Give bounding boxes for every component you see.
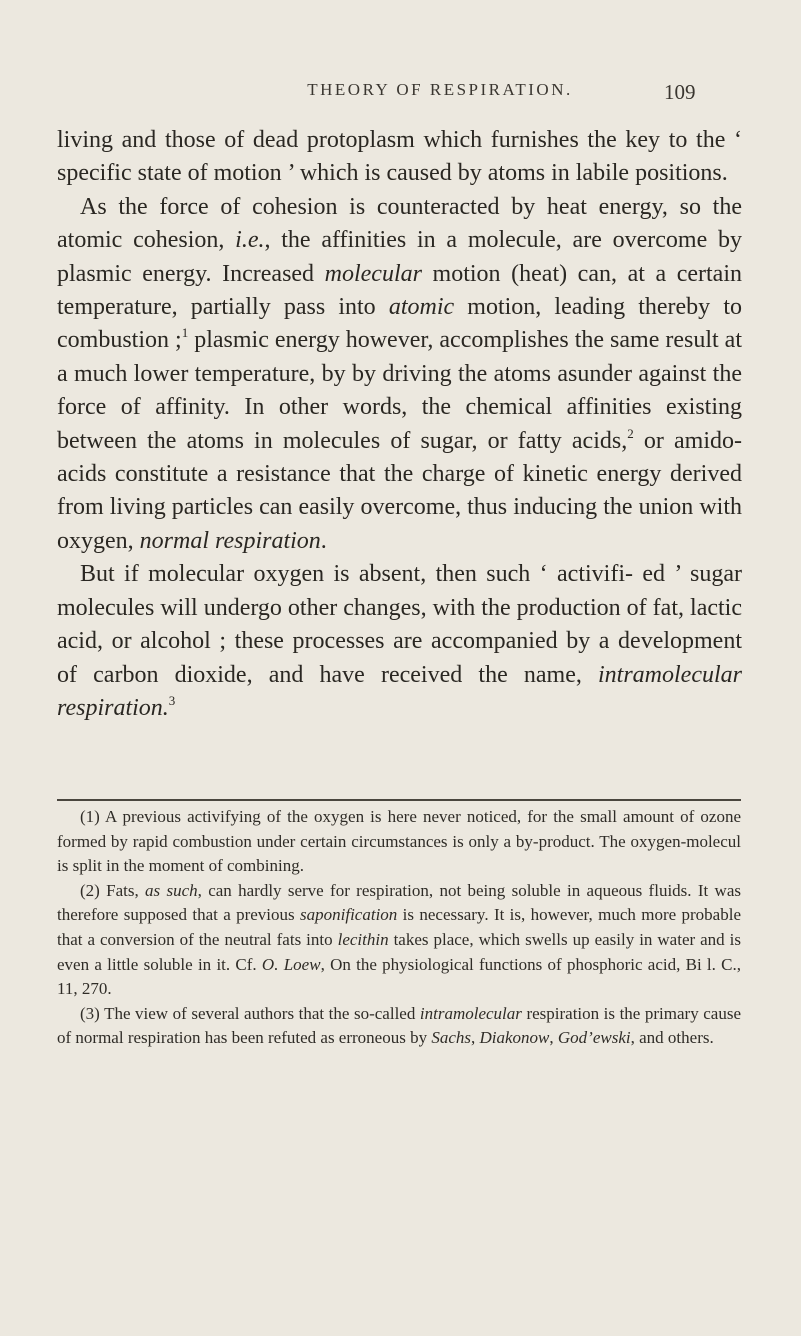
text-run: motion, leading thereby to combustion ; [57,294,742,354]
text-run: is necessary. It is, however, much more probable that a conversion of the neutral fats into [57,905,741,949]
footnote-2 [57,879,741,1002]
footnote-3 [57,1002,741,1051]
paragraph-1-text: living and those of dead protoplasm which furnishes the key to the ‘ specific state of motion ’ which is caused by atoms in labile positions. [57,127,742,187]
footnote-ref-2[interactable]: 2 [627,425,634,441]
text-run: motion (heat) can, at a certain temperature, partially pass into [57,260,743,321]
paragraph-3 [57,558,742,725]
italic-run: i.e. [235,227,265,254]
paragraph-2 [57,191,742,558]
italic-run: Diakonow [479,1028,550,1048]
italic-run: intramolecular [419,1003,522,1023]
text-run: , the affinities in a molecule, are overcome by plasmic energy. Increased [57,227,742,287]
running-head [0,80,801,110]
main-text [57,124,742,725]
footnotes [57,805,741,1051]
italic-run: O. Loew [261,954,321,974]
text-run: (3) The view of several authors that the so-called [80,1003,420,1023]
text-run: (2) Fats, [80,880,146,900]
footnote-ref-3[interactable]: 3 [168,692,176,708]
running-title: THEORY OF RESPIRATION. [307,80,573,99]
text-run: . [320,527,327,554]
text-run: As the force of cohesion is counteracted by heat energy, so the atomic cohesion, [57,193,742,254]
text-run: , and others. [630,1028,714,1048]
text-run: , On the physiological functions of phosphoric acid, Bi l. C., 11, 270. [57,954,742,999]
footnote-ref-1[interactable]: 1 [181,325,189,341]
paragraph-1 [57,124,742,191]
italic-run: lecithin [337,929,389,949]
italic-run: God’ewski [557,1028,631,1048]
italic-run: normal respiration [139,527,321,554]
text-run: But if molecular oxygen is absent, then such ‘ activifi- ed ’ sugar molecules will undergo other changes, with the production of fat, lactic acid, or alcohol ; these processes are accompanied by a development of carbon dioxide, and have received the name, [57,561,742,688]
footnote-divider [57,799,741,801]
italic-run: atomic [388,294,455,321]
text-run: takes place, which swells up easily in water and is even a little soluble in it. Cf. [57,929,741,974]
footnote-1 [57,805,741,879]
page-number: 109 [664,80,696,104]
text-run: or amido-acids constitute a resistance that the charge of kinetic energy derived from living particles can easily overcome, thus inducing the union with oxygen, [57,427,742,554]
italic-run: intramolecular respiration. [57,661,742,721]
footnote-1-text: (1) A previous activifying of the oxygen is here never noticed, for the small amount of ozone formed by rapid combustion under certain circumstances is only a by-product. The oxygen-molecul is split in the moment of combining. [57,807,741,876]
text-run: , [549,1028,558,1048]
text-run: , can hardly serve for respiration, not being soluble in aqueous fluids. It was therefore supposed that a previous [57,880,741,925]
text-run: plasmic energy however, accomplishes the same result at a much lower temperature, by by driving the atoms asunder against the force of affinity. In other words, the chemical affinities existing between the atoms in molecules of sugar, or fatty acids, [57,327,743,454]
italic-run: Sachs [431,1028,472,1048]
italic-run: saponification [300,905,398,925]
text-run: respiration is the primary cause of normal respiration has been refuted as erroneous by [57,1003,742,1048]
italic-run: as such [145,880,198,900]
text-run: , [471,1028,480,1048]
italic-run: molecular [324,260,422,287]
